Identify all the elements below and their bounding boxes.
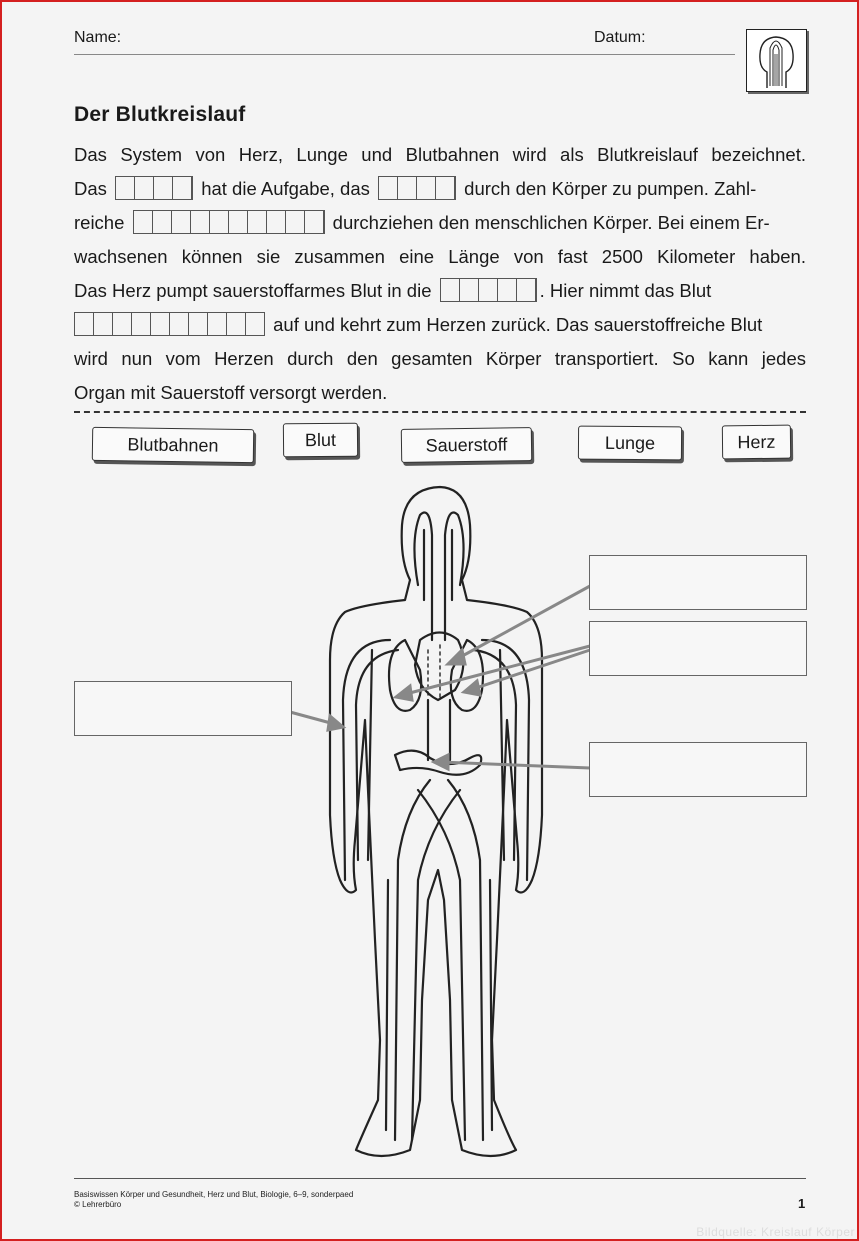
text-l2b: hat die Aufgabe, das [201,178,370,199]
word-chip-blutbahnen[interactable]: Blutbahnen [92,427,254,463]
text-line-4: wachsenen können sie zusammen eine Länge von fast 2500 Kilometer haben. [74,246,806,267]
text-l2a: Das [74,178,107,199]
body-outline [330,487,542,1156]
word-chip-blut[interactable]: Blut [283,423,358,458]
text-l6b: auf und kehrt zum Herzen zurück. Das sauerstoffreiche Blut [273,314,763,335]
text-l5a: Das Herz pumpt sauerstoffarmes Blut in die [74,280,432,301]
word-chip-lunge[interactable]: Lunge [578,426,682,461]
name-label: Name: [74,29,122,46]
page-title: Der Blutkreislauf [74,103,246,126]
answer-box-blood[interactable] [589,742,807,797]
answer-box-heart[interactable] [589,555,807,610]
text-l3a: reiche [74,212,125,233]
footer-source: Basiswissen Körper und Gesundheit, Herz und Blut, Biologie, 6–9, sonderpaed [74,1190,354,1199]
footer-copyright: © Lehrerbüro [74,1200,122,1209]
word-chip-sauerstoff[interactable]: Sauerstoff [401,427,532,463]
text-line-8: Organ mit Sauerstoff versorgt werden. [74,382,388,403]
text-l5b: . Hier nimmt das Blut [539,280,712,301]
answer-box-vessels[interactable] [74,681,292,736]
text-l2c: durch den Körper zu pumpen. Zahl- [464,178,757,199]
page-number: 1 [798,1196,806,1211]
date-label: Datum: [594,29,646,46]
word-chip-herz[interactable]: Herz [722,425,791,460]
footer-line [74,1178,806,1179]
text-l3b: durchziehen den menschlichen Körper. Bei einem Er- [332,212,770,233]
text-line-7: wird nun vom Herzen durch den gesamten Körper transportiert. So kann jedes [74,348,806,369]
answer-box-lung[interactable] [589,621,807,676]
image-credit-watermark: Bildquelle: Kreislauf Körper [696,1225,855,1239]
text-line-1: Das System von Herz, Lunge und Blutbahnen wird als Blutkreislauf bezeichnet. [74,144,806,165]
